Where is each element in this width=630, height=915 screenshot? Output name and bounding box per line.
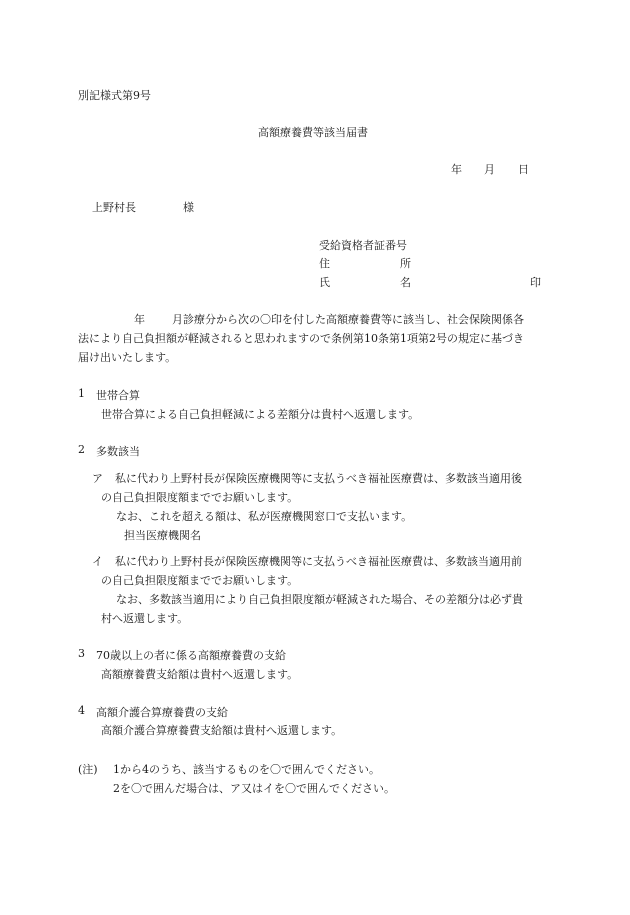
- name-label-1: 氏: [319, 276, 330, 289]
- section-3-body: 高額療養費支給額は貴村へ返還します。: [101, 668, 299, 681]
- option-i-line-4: 村へ返還します。: [101, 612, 189, 625]
- section-3-heading: 70歳以上の者に係る高額療養費の支給: [96, 649, 286, 662]
- note-label: (注): [78, 763, 98, 776]
- option-i-label: イ: [92, 555, 103, 568]
- section-1-number: 1: [78, 387, 85, 400]
- section-4-heading: 高額介護合算療養費の支給: [96, 706, 228, 719]
- option-i-line-3: なお、多数該当適用により自己負担限度額が軽減された場合、その差額分は必ず貴: [116, 593, 523, 606]
- addressee-name: 上野村長: [92, 201, 136, 214]
- date-month: 月: [484, 163, 495, 176]
- option-a-label: ア: [92, 472, 103, 485]
- date-year: 年: [451, 163, 462, 176]
- address-label-1: 住: [319, 257, 330, 270]
- intro-line-3: 届け出いたします。: [78, 351, 177, 364]
- section-4-body: 高額介護合算療養費支給額は貴村へ返還します。: [101, 724, 343, 737]
- form-number: 別記様式第9号: [78, 89, 151, 102]
- option-i-line-1: 私に代わり上野村長が保険医療機関等に支払うべき福祉医療費は、多数該当適用前: [115, 555, 522, 568]
- cert-number-label: 受給資格者証番号: [319, 239, 407, 252]
- section-4-number: 4: [78, 704, 85, 717]
- option-a-line-1: 私に代わり上野村長が保険医療機関等に支払うべき福祉医療費は、多数該当適用後: [115, 472, 522, 485]
- address-label-2: 所: [400, 257, 411, 270]
- note-line-1: 1から4のうち、該当するものを〇で囲んでください。: [113, 763, 380, 776]
- medical-institution-label: 担当医療機関名: [124, 529, 201, 542]
- document-title: 高額療養費等該当届書: [258, 126, 368, 139]
- section-2-number: 2: [78, 443, 85, 456]
- addressee-honorific: 様: [183, 201, 194, 214]
- intro-year: 年: [134, 313, 145, 326]
- option-i-line-2: の自己負担限度額まででお願いします。: [101, 574, 299, 587]
- section-1-heading: 世帯合算: [96, 389, 140, 402]
- intro-line-1: 月診療分から次の〇印を付した高額療養費等に該当し、社会保険関係各: [172, 313, 524, 326]
- date-day: 日: [518, 163, 529, 176]
- option-a-line-2: の自己負担限度額まででお願いします。: [101, 491, 299, 504]
- section-2-heading: 多数該当: [96, 445, 140, 458]
- name-label-2: 名: [400, 276, 411, 289]
- seal-mark: 印: [530, 276, 541, 289]
- option-a-line-3: なお、これを超える額は、私が医療機関窓口で支払います。: [116, 510, 413, 523]
- intro-line-2: 法により自己負担額が軽減されると思われますので条例第10条第1項第2号の規定に基づき: [78, 332, 524, 345]
- section-3-number: 3: [78, 647, 85, 660]
- section-1-body: 世帯合算による自己負担軽減による差額分は貴村へ返還します。: [101, 408, 420, 421]
- note-line-2: 2を〇で囲んだ場合は、ア又はイを〇で囲んでください。: [113, 782, 395, 795]
